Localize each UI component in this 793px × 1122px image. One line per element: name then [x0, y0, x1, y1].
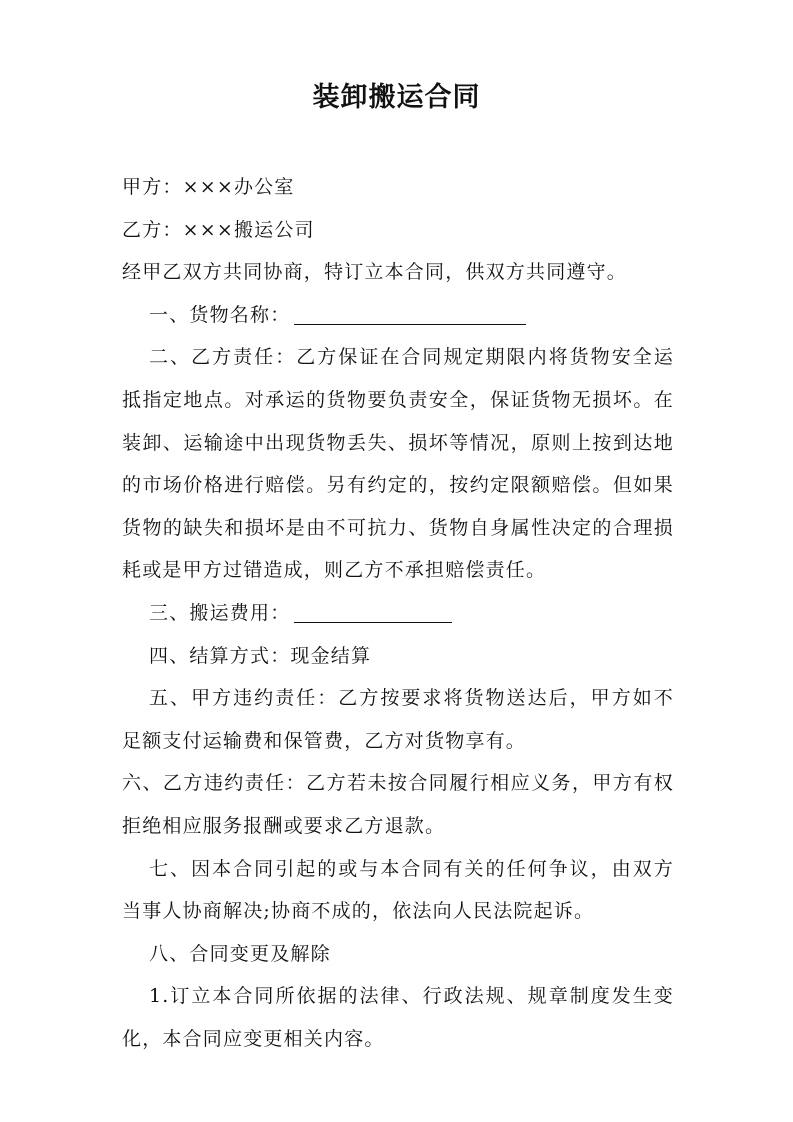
preamble: 经甲乙双方共同协商，特订立本合同，供双方共同遵守。	[122, 261, 628, 284]
clause-8: 八、合同变更及解除	[149, 942, 331, 965]
goods-name-blank[interactable]	[294, 323, 526, 325]
party-a: 甲方：×××办公室	[122, 176, 295, 198]
clause-3-label: 三、搬运费用：	[149, 601, 291, 624]
party-b: 乙方：×××搬运公司	[122, 218, 315, 241]
clause-4: 四、结算方式：现金结算	[149, 644, 372, 667]
fee-blank[interactable]	[294, 621, 452, 623]
document-title: 装卸搬运合同	[312, 82, 481, 113]
clause-6: 六、乙方违约责任：乙方若未按合同履行相应义务，甲方有权拒绝相应服务报酬或要求乙方退款。	[122, 772, 674, 837]
clause-7: 七、因本合同引起的或与本合同有关的任何争议，由双方当事人协商解决;协商不成的，依法向人民法院起诉。	[122, 857, 674, 923]
clause-2: 二、乙方责任：乙方保证在合同规定期限内将货物安全运抵指定地点。对承运的货物要负责安全，保证货物无损坏。在装卸、运输途中出现货物丢失、损坏等情况，原则上按到达地的市场价格进行赔偿。另有约定的，按约定限额赔偿。但如果货物的缺失和损坏是由不可抗力、货物自身属性决定的合理损耗或是甲方过错造成，则乙方不承担赔偿责任。	[122, 346, 674, 582]
clause-5: 五、甲方违约责任：乙方按要求将货物送达后，甲方如不足额支付运输费和保管费，乙方对货物享有。	[122, 687, 674, 752]
contract-body	[122, 166, 674, 1060]
clause-3	[122, 592, 674, 635]
clause-8-1: 1.订立本合同所依据的法律、行政法规、规章制度发生变化，本合同应变更相关内容。	[122, 985, 674, 1050]
clause-1-label: 一、货物名称：	[149, 303, 291, 326]
clause-1	[122, 294, 674, 337]
